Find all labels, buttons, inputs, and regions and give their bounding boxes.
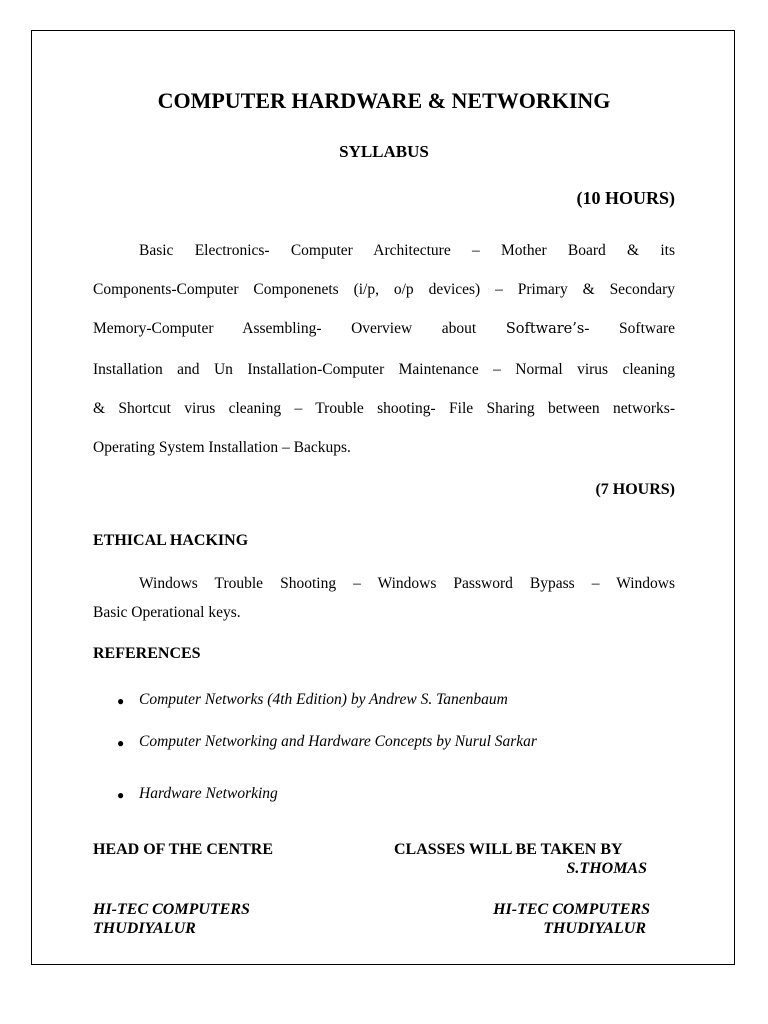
bullet-icon: ● (117, 788, 125, 802)
document-subtitle: SYLLABUS (339, 142, 429, 161)
bullet-icon: ● (117, 694, 125, 708)
left-place: THUDIYALUR (93, 920, 196, 937)
paragraph-line-with-software (93, 309, 675, 349)
ethical-hacking-heading: ETHICAL HACKING (93, 532, 249, 549)
left-organization: HI-TEC COMPUTERS (93, 901, 250, 918)
reference-text: Computer Networks (4th Edition) by Andrew S. Tanenbaum (139, 691, 508, 708)
right-organization: HI-TEC COMPUTERS (493, 901, 650, 918)
paragraph-line: Basic Operational keys. (93, 604, 241, 621)
classes-taken-by-label: CLASSES WILL BE TAKEN BY (394, 841, 623, 858)
instructor-name: S.THOMAS (566, 860, 647, 877)
paragraph-line: Basic Electronics- Computer Architecture – Mother Board & its (139, 242, 675, 259)
paragraph-line: Installation and Un Installation-Computer Maintenance – Normal virus cleaning (93, 360, 675, 378)
reference-item (117, 689, 508, 711)
software-word: Software’s (505, 321, 585, 338)
reference-text: Computer Networking and Hardware Concepts by Nurul Sarkar (139, 733, 537, 750)
reference-item (117, 731, 537, 753)
references-heading: REFERENCES (93, 645, 201, 662)
right-place: THUDIYALUR (543, 920, 646, 937)
document-title: COMPUTER HARDWARE & NETWORKING (157, 88, 611, 113)
section1-hours: (10 HOURS) (576, 188, 675, 208)
reference-text: Hardware Networking (139, 785, 278, 802)
reference-item (117, 783, 278, 805)
paragraph-line-head: Memory-Computer Assembling- Overview about (93, 320, 506, 338)
paragraph-line: Operating System Installation – Backups. (93, 439, 351, 457)
section1-paragraph (93, 231, 675, 467)
section2-hours: (7 HOURS) (595, 481, 675, 498)
paragraph-line: & Shortcut virus cleaning – Trouble shooting- File Sharing between networks- (93, 399, 675, 417)
paragraph-line: Windows Trouble Shooting – Windows Password Bypass – Windows (139, 575, 675, 592)
paragraph-line-tail: - Software (584, 320, 675, 338)
paragraph-line: Components-Computer Componenets (i/p, o/p devices) – Primary & Secondary (93, 281, 675, 299)
section2-paragraph (93, 569, 675, 627)
bullet-icon: ● (117, 736, 125, 750)
head-of-centre-label: HEAD OF THE CENTRE (93, 841, 274, 858)
